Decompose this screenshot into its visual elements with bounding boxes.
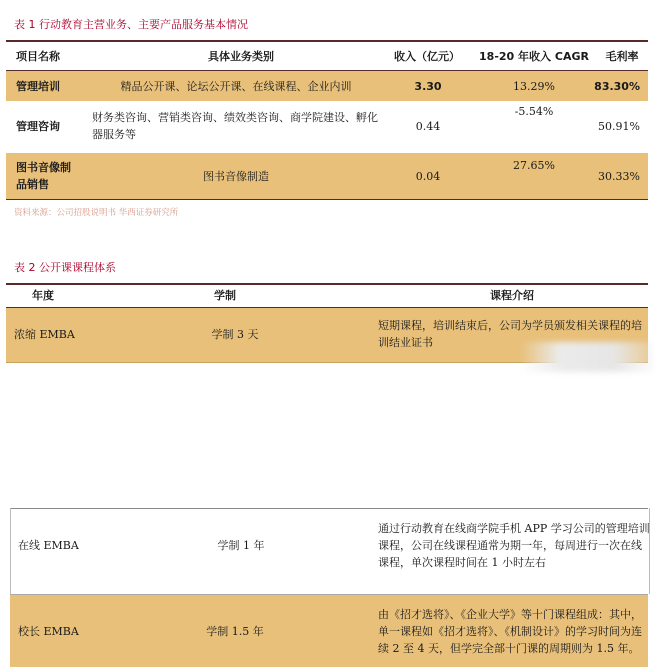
table2-row-duration: 学制 1 年 [217,538,265,552]
table1-header-margin: 毛利率 [605,49,639,63]
table1-row [6,153,648,199]
table2-caption: 表 2 公开课课程体系 [14,261,116,274]
table2-header-duration: 学制 [214,288,236,302]
table1-row-cagr: 27.65% [513,159,555,172]
table1-row-name: 管理培训 [16,79,60,93]
table1-header-cagr: 18-20 年收入 CAGR [479,49,589,63]
table1-row-income: 0.04 [415,169,441,183]
table1-source-note: 资料来源：公司招股说明书 华西证券研究所 [14,208,179,218]
table1-bottom-rule [6,199,648,200]
table1-header-name: 项目名称 [16,49,60,63]
table2-row [6,509,648,593]
table1-row-name: 管理咨询 [16,119,60,133]
redaction-blur [520,342,654,372]
table2-row-intro: 通过行动教育在线商学院手机 APP 学习公司的管理培训课程，公司在线课程通常为期一年，每周进行一次在线课程，单次课程时间在 1 小时左右 [378,521,650,569]
table1-row-cagr: -5.54% [514,105,554,118]
table1-row [6,71,648,101]
table1-row-category: 图书音像制造 [203,169,269,183]
table2-row-name: 在线 EMBA [18,538,79,552]
table1-header-category: 具体业务类别 [208,49,274,63]
table1-caption: 表 1 行动教育主营业务、主要产品服务基本情况 [14,18,248,31]
table1-header-income: 收入（亿元） [394,49,460,63]
table1-row-name: 图书音像制品销售 [16,161,71,191]
table2-row-duration: 学制 1.5 年 [206,624,264,638]
table1-row-category: 精品公开课、论坛公开课、在线课程、企业内训 [120,79,352,93]
table1-row-cagr: 13.29% [513,79,555,93]
table2-row-duration: 学制 3 天 [211,327,259,341]
table2-header-intro: 课程介绍 [490,288,534,302]
table1-row-category: 财务类咨询、营销类咨询、绩效类咨询、商学院建设、孵化器服务等 [92,111,378,141]
table2-row-name: 校长 EMBA [18,624,79,638]
table1-row-income: 0.44 [415,119,441,133]
table2-header-year: 年度 [32,288,54,302]
table2-row-name: 浓缩 EMBA [14,327,75,341]
table1-header-row [6,42,648,70]
table1-row-margin: 30.33% [598,169,640,183]
table2-header-row [6,285,648,307]
table1-row-margin: 50.91% [598,119,640,133]
table2-row [10,595,648,667]
table1-row [6,101,648,153]
table1-row-income: 3.30 [414,79,442,93]
table2-row-intro: 由《招才选将》、《企业大学》等十门课程组成：其中，单一课程如《招才选将》、《机制设计》的学习时间为连续 2 至 4 天，但学完全部十门课的周期则为 1.5 年。 [378,607,642,655]
table2-row-intro: 短期课程，培训结束后，公司为学员颁发相关课程的培训结业证书 [378,319,642,349]
table1-row-margin: 83.30% [594,79,640,93]
